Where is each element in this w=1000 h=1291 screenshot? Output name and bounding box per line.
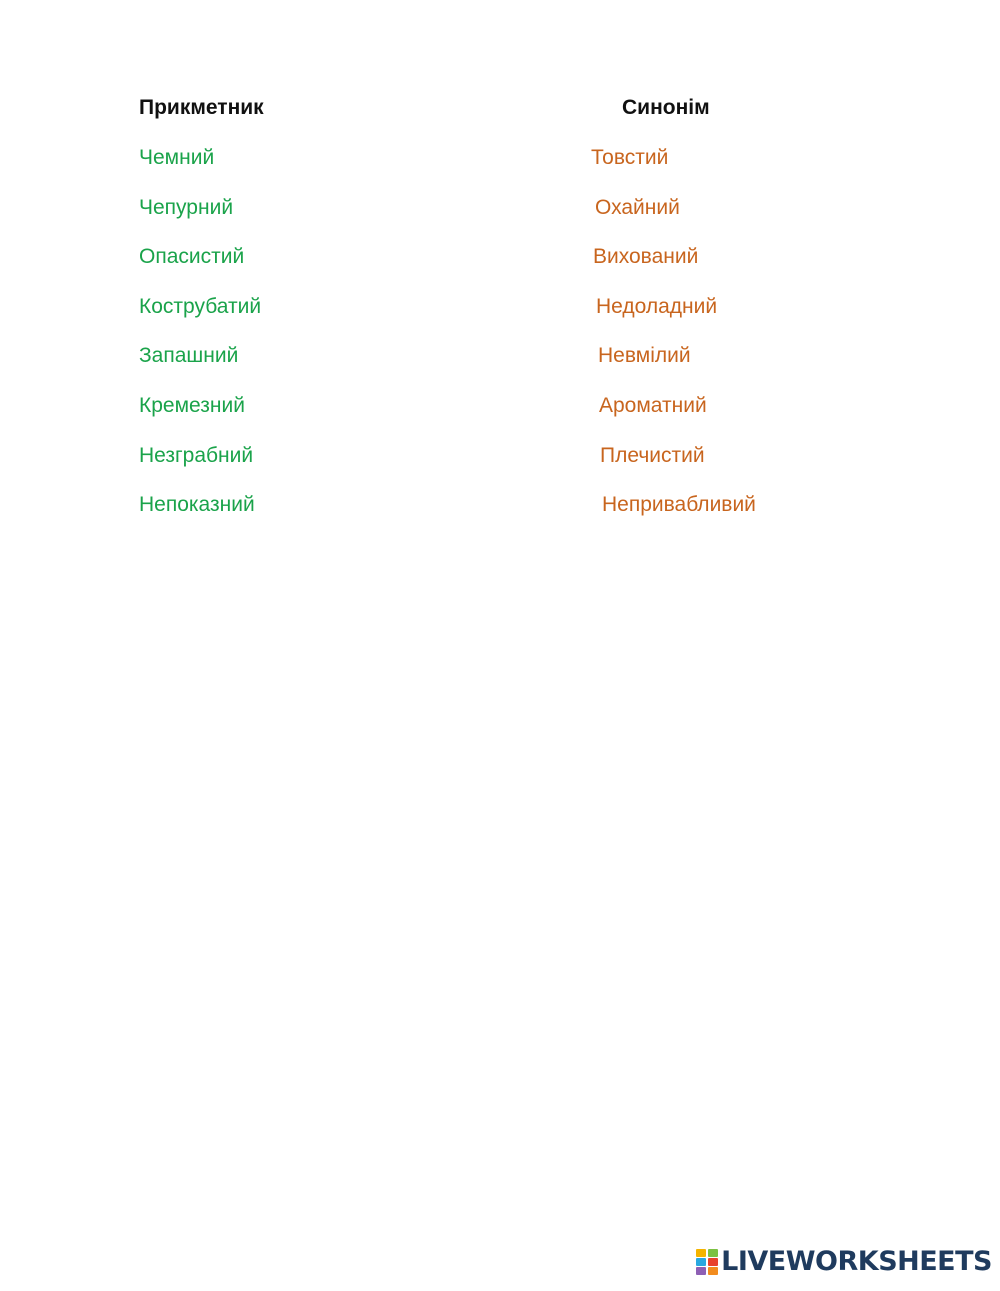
adjective-column-header: Прикметник	[139, 96, 264, 119]
synonym-item[interactable]: Охайний	[595, 195, 680, 219]
logo-block	[696, 1249, 706, 1257]
synonym-item[interactable]: Плечистий	[600, 443, 705, 467]
synonym-item[interactable]: Непривабливий	[602, 493, 756, 517]
logo-block	[708, 1258, 718, 1266]
synonym-item[interactable]: Ароматний	[599, 393, 707, 417]
adjective-item[interactable]: Кремезний	[139, 393, 245, 417]
synonym-column-header: Синонім	[622, 96, 710, 119]
logo-block	[708, 1267, 718, 1275]
synonym-item[interactable]: Вихований	[593, 245, 699, 269]
adjective-item[interactable]: Кострубатий	[139, 294, 262, 318]
logo-block	[696, 1258, 706, 1266]
liveworksheets-blocks-icon	[696, 1249, 718, 1275]
adjective-item[interactable]: Чемний	[139, 146, 215, 169]
adjective-item[interactable]: Опасистий	[139, 245, 245, 269]
logo-wordmark: LIVEWORKSHEETS	[721, 1246, 992, 1277]
logo-block	[708, 1249, 718, 1257]
synonym-item[interactable]: Недоладний	[596, 294, 718, 318]
liveworksheets-logo	[696, 1247, 992, 1277]
adjective-item[interactable]: Запашний	[139, 344, 239, 368]
adjective-item[interactable]: Непоказний	[139, 493, 255, 517]
synonym-item[interactable]: Товстий	[591, 146, 669, 169]
logo-block	[696, 1267, 706, 1275]
adjective-item[interactable]: Чепурний	[139, 195, 234, 219]
adjective-item[interactable]: Незграбний	[139, 443, 254, 467]
synonym-list	[0, 143, 1000, 540]
synonym-item[interactable]: Невмілий	[598, 344, 691, 368]
